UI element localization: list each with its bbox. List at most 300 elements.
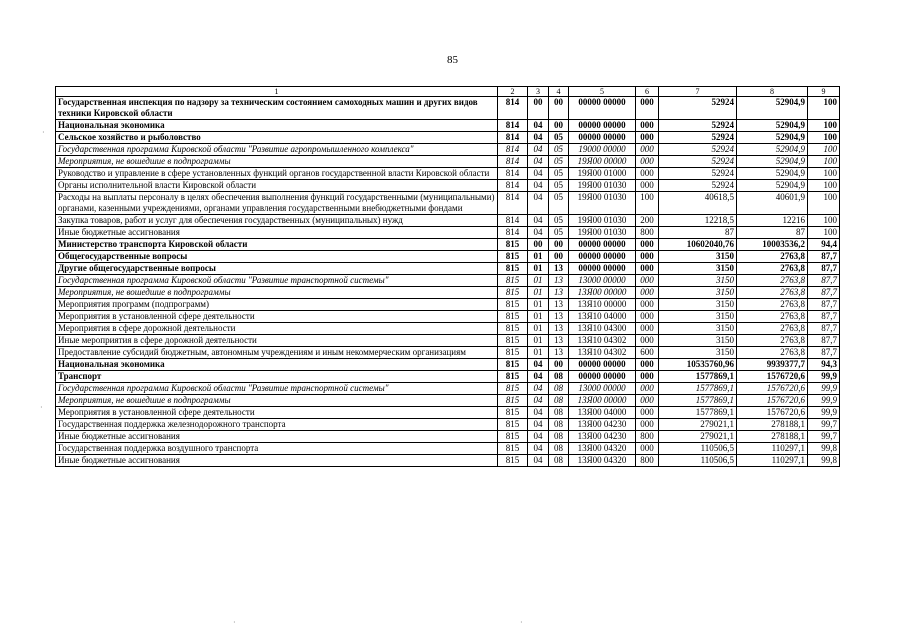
margin-mark: ·	[40, 403, 43, 412]
ministry-code: 815	[498, 335, 528, 347]
expense-type-code: 800	[636, 431, 659, 443]
row-name: Государственная инспекция по надзору за техническим состоянием самоходных машин и других видов техники Кировской области	[56, 97, 498, 120]
actual-amount: 278188,1	[737, 431, 808, 443]
expense-type-code: 200	[636, 215, 659, 227]
actual-amount: 52904,9	[737, 180, 808, 192]
subsection-code: 00	[549, 97, 569, 120]
table-row	[56, 251, 840, 263]
section-code: 04	[528, 443, 549, 455]
table-row	[56, 383, 840, 395]
subsection-code: 13	[549, 287, 569, 299]
header-cell: 9	[808, 87, 840, 97]
section-code: 04	[528, 192, 549, 215]
execution-percent: 99,8	[808, 455, 840, 467]
subsection-code: 05	[549, 215, 569, 227]
ministry-code: 814	[498, 215, 528, 227]
section-code: 01	[528, 311, 549, 323]
ministry-code: 814	[498, 180, 528, 192]
execution-percent: 94,3	[808, 359, 840, 371]
ministry-code: 815	[498, 407, 528, 419]
table-row	[56, 132, 840, 144]
planned-amount: 52924	[659, 168, 737, 180]
section-code: 01	[528, 299, 549, 311]
planned-amount: 52924	[659, 156, 737, 168]
header-cell: 4	[549, 87, 569, 97]
subsection-code: 00	[549, 251, 569, 263]
section-code: 04	[528, 180, 549, 192]
row-name: Национальная экономика	[56, 120, 498, 132]
row-name: Государственная поддержка железнодорожного транспорта	[56, 419, 498, 431]
table-row	[56, 156, 840, 168]
expense-type-code: 000	[636, 419, 659, 431]
target-article-code: 13Я00 04320	[569, 443, 636, 455]
planned-amount: 3150	[659, 263, 737, 275]
planned-amount: 3150	[659, 335, 737, 347]
actual-amount: 9939377,7	[737, 359, 808, 371]
expense-type-code: 000	[636, 359, 659, 371]
section-code: 04	[528, 132, 549, 144]
execution-percent: 99,7	[808, 419, 840, 431]
target-article-code: 13Я00 04320	[569, 455, 636, 467]
row-name: Иные мероприятия в сфере дорожной деятельности	[56, 335, 498, 347]
expense-type-code: 800	[636, 227, 659, 239]
actual-amount: 2763,8	[737, 263, 808, 275]
target-article-code: 19Я00 00000	[569, 156, 636, 168]
header-row	[56, 87, 840, 97]
table-row	[56, 120, 840, 132]
ministry-code: 815	[498, 323, 528, 335]
table-row	[56, 443, 840, 455]
section-code: 00	[528, 239, 549, 251]
section-code: 04	[528, 455, 549, 467]
planned-amount: 1577869,1	[659, 407, 737, 419]
execution-percent: 87,7	[808, 335, 840, 347]
actual-amount: 1576720,6	[737, 407, 808, 419]
header-cell: 7	[659, 87, 737, 97]
expense-type-code: 000	[636, 371, 659, 383]
row-name: Мероприятия в сфере дорожной деятельности	[56, 323, 498, 335]
margin-mark: ·	[42, 128, 45, 137]
planned-amount: 3150	[659, 311, 737, 323]
subsection-code: 13	[549, 323, 569, 335]
table-row	[56, 227, 840, 239]
table-row	[56, 407, 840, 419]
expense-type-code: 000	[636, 383, 659, 395]
target-article-code: 13Я10 04302	[569, 335, 636, 347]
section-code: 04	[528, 371, 549, 383]
ministry-code: 815	[498, 239, 528, 251]
execution-percent: 87,7	[808, 251, 840, 263]
execution-percent: 99,9	[808, 383, 840, 395]
target-article-code: 13Я00 04230	[569, 431, 636, 443]
subsection-code: 08	[549, 371, 569, 383]
target-article-code: 13Я10 00000	[569, 299, 636, 311]
target-article-code: 13Я00 04230	[569, 419, 636, 431]
planned-amount: 52924	[659, 132, 737, 144]
row-name: Государственная поддержка воздушного транспорта	[56, 443, 498, 455]
row-name: Транспорт	[56, 371, 498, 383]
expense-type-code: 000	[636, 299, 659, 311]
execution-percent: 100	[808, 97, 840, 120]
actual-amount: 2763,8	[737, 335, 808, 347]
planned-amount: 110506,5	[659, 443, 737, 455]
row-name: Государственная программа Кировской области "Развитие транспортной системы"	[56, 275, 498, 287]
target-article-code: 19Я00 01030	[569, 227, 636, 239]
subsection-code: 13	[549, 347, 569, 359]
expense-type-code: 000	[636, 97, 659, 120]
planned-amount: 279021,1	[659, 419, 737, 431]
page-number: 85	[447, 54, 458, 66]
table-row	[56, 347, 840, 359]
actual-amount: 2763,8	[737, 251, 808, 263]
section-code: 04	[528, 407, 549, 419]
planned-amount: 3150	[659, 251, 737, 263]
actual-amount: 278188,1	[737, 419, 808, 431]
ministry-code: 814	[498, 227, 528, 239]
subsection-code: 13	[549, 275, 569, 287]
planned-amount: 3150	[659, 275, 737, 287]
table-row	[56, 239, 840, 251]
subsection-code: 05	[549, 132, 569, 144]
row-name: Руководство и управление в сфере установленных функций органов государственной власти Кировской области	[56, 168, 498, 180]
subsection-code: 00	[549, 359, 569, 371]
ministry-code: 815	[498, 419, 528, 431]
table-row	[56, 215, 840, 227]
row-name: Другие общегосударственные вопросы	[56, 263, 498, 275]
section-code: 04	[528, 156, 549, 168]
table-row	[56, 192, 840, 215]
target-article-code: 13Я10 04300	[569, 323, 636, 335]
table-row	[56, 180, 840, 192]
table-row	[56, 431, 840, 443]
execution-percent: 87,7	[808, 347, 840, 359]
ministry-code: 814	[498, 144, 528, 156]
execution-percent: 99,9	[808, 371, 840, 383]
expense-type-code: 000	[636, 144, 659, 156]
margin-mark: ·	[520, 618, 523, 627]
section-code: 04	[528, 395, 549, 407]
planned-amount: 52924	[659, 97, 737, 120]
subsection-code: 00	[549, 239, 569, 251]
target-article-code: 13Я10 04302	[569, 347, 636, 359]
target-article-code: 00000 00000	[569, 371, 636, 383]
target-article-code: 13000 00000	[569, 275, 636, 287]
table-row	[56, 311, 840, 323]
expense-type-code: 600	[636, 347, 659, 359]
subsection-code: 08	[549, 455, 569, 467]
target-article-code: 00000 00000	[569, 359, 636, 371]
table-row	[56, 395, 840, 407]
actual-amount: 87	[737, 227, 808, 239]
ministry-code: 815	[498, 299, 528, 311]
planned-amount: 10602040,76	[659, 239, 737, 251]
table-row	[56, 263, 840, 275]
table-row	[56, 287, 840, 299]
section-code: 01	[528, 275, 549, 287]
execution-percent: 100	[808, 120, 840, 132]
row-name: Иные бюджетные ассигнования	[56, 227, 498, 239]
actual-amount: 110297,1	[737, 443, 808, 455]
planned-amount: 1577869,1	[659, 371, 737, 383]
planned-amount: 1577869,1	[659, 383, 737, 395]
expense-type-code: 000	[636, 263, 659, 275]
actual-amount: 1576720,6	[737, 383, 808, 395]
target-article-code: 00000 00000	[569, 239, 636, 251]
subsection-code: 05	[549, 168, 569, 180]
expense-type-code: 800	[636, 455, 659, 467]
ministry-code: 815	[498, 347, 528, 359]
expense-type-code: 000	[636, 239, 659, 251]
target-article-code: 13Я00 00000	[569, 395, 636, 407]
row-name: Органы исполнительной власти Кировской области	[56, 180, 498, 192]
expense-type-code: 000	[636, 168, 659, 180]
section-code: 04	[528, 168, 549, 180]
planned-amount: 52924	[659, 144, 737, 156]
ministry-code: 815	[498, 383, 528, 395]
subsection-code: 08	[549, 395, 569, 407]
row-name: Предоставление субсидий бюджетным, автономным учреждениям и иным некоммерческим организациям	[56, 347, 498, 359]
subsection-code: 08	[549, 419, 569, 431]
ministry-code: 815	[498, 431, 528, 443]
section-code: 01	[528, 323, 549, 335]
section-code: 04	[528, 383, 549, 395]
execution-percent: 99,7	[808, 431, 840, 443]
section-code: 04	[528, 120, 549, 132]
execution-percent: 94,4	[808, 239, 840, 251]
execution-percent: 87,7	[808, 287, 840, 299]
section-code: 00	[528, 97, 549, 120]
planned-amount: 52924	[659, 120, 737, 132]
actual-amount: 52904,9	[737, 144, 808, 156]
budget-table	[55, 86, 840, 467]
expense-type-code: 000	[636, 323, 659, 335]
header-cell: 5	[569, 87, 636, 97]
header-cell: 8	[737, 87, 808, 97]
ministry-code: 814	[498, 120, 528, 132]
actual-amount: 52904,9	[737, 168, 808, 180]
table-row	[56, 97, 840, 120]
actual-amount: 52904,9	[737, 132, 808, 144]
subsection-code: 05	[549, 144, 569, 156]
target-article-code: 13000 00000	[569, 383, 636, 395]
planned-amount: 12218,5	[659, 215, 737, 227]
ministry-code: 815	[498, 371, 528, 383]
execution-percent: 100	[808, 156, 840, 168]
row-name: Иные бюджетные ассигнования	[56, 455, 498, 467]
section-code: 04	[528, 227, 549, 239]
table-row	[56, 359, 840, 371]
planned-amount: 3150	[659, 323, 737, 335]
section-code: 01	[528, 287, 549, 299]
header-cell: 6	[636, 87, 659, 97]
margin-mark: ·	[233, 618, 236, 627]
actual-amount: 12216	[737, 215, 808, 227]
actual-amount: 2763,8	[737, 323, 808, 335]
planned-amount: 3150	[659, 347, 737, 359]
execution-percent: 100	[808, 215, 840, 227]
subsection-code: 00	[549, 120, 569, 132]
ministry-code: 815	[498, 275, 528, 287]
header-cell: 2	[498, 87, 528, 97]
expense-type-code: 000	[636, 335, 659, 347]
actual-amount: 52904,9	[737, 97, 808, 120]
expense-type-code: 100	[636, 192, 659, 215]
row-name: Национальная экономика	[56, 359, 498, 371]
actual-amount: 2763,8	[737, 299, 808, 311]
subsection-code: 05	[549, 156, 569, 168]
actual-amount: 1576720,6	[737, 371, 808, 383]
table-row	[56, 144, 840, 156]
table-row	[56, 371, 840, 383]
section-code: 04	[528, 144, 549, 156]
planned-amount: 3150	[659, 287, 737, 299]
row-name: Государственная программа Кировской области "Развитие транспортной системы"	[56, 383, 498, 395]
table-row	[56, 275, 840, 287]
header-cell: 1	[56, 87, 498, 97]
actual-amount: 52904,9	[737, 120, 808, 132]
subsection-code: 05	[549, 180, 569, 192]
subsection-code: 13	[549, 299, 569, 311]
section-code: 04	[528, 359, 549, 371]
execution-percent: 100	[808, 192, 840, 215]
ministry-code: 814	[498, 97, 528, 120]
ministry-code: 815	[498, 395, 528, 407]
target-article-code: 00000 00000	[569, 263, 636, 275]
expense-type-code: 000	[636, 120, 659, 132]
table-row	[56, 419, 840, 431]
section-code: 01	[528, 347, 549, 359]
execution-percent: 99,9	[808, 407, 840, 419]
row-name: Мероприятия в установленной сфере деятельности	[56, 311, 498, 323]
subsection-code: 05	[549, 227, 569, 239]
table-row	[56, 455, 840, 467]
ministry-code: 814	[498, 168, 528, 180]
ministry-code: 815	[498, 251, 528, 263]
execution-percent: 87,7	[808, 275, 840, 287]
row-name: Мероприятия, не вошедшие в подпрограммы	[56, 287, 498, 299]
subsection-code: 13	[549, 335, 569, 347]
ministry-code: 814	[498, 156, 528, 168]
expense-type-code: 000	[636, 287, 659, 299]
table-row	[56, 299, 840, 311]
subsection-code: 13	[549, 311, 569, 323]
section-code: 01	[528, 263, 549, 275]
actual-amount: 1576720,6	[737, 395, 808, 407]
subsection-code: 13	[549, 263, 569, 275]
row-name: Закупка товаров, работ и услуг для обеспечения государственных (муниципальных) нужд	[56, 215, 498, 227]
subsection-code: 05	[549, 192, 569, 215]
execution-percent: 100	[808, 168, 840, 180]
subsection-code: 08	[549, 431, 569, 443]
section-code: 04	[528, 419, 549, 431]
header-cell: 3	[528, 87, 549, 97]
execution-percent: 87,7	[808, 263, 840, 275]
ministry-code: 814	[498, 192, 528, 215]
section-code: 04	[528, 215, 549, 227]
actual-amount: 2763,8	[737, 311, 808, 323]
actual-amount: 2763,8	[737, 347, 808, 359]
target-article-code: 00000 00000	[569, 120, 636, 132]
section-code: 01	[528, 335, 549, 347]
target-article-code: 19Я00 01030	[569, 215, 636, 227]
target-article-code: 13Я00 04000	[569, 407, 636, 419]
section-code: 01	[528, 251, 549, 263]
expense-type-code: 000	[636, 443, 659, 455]
execution-percent: 87,7	[808, 311, 840, 323]
subsection-code: 08	[549, 383, 569, 395]
actual-amount: 2763,8	[737, 275, 808, 287]
row-name: Общегосударственные вопросы	[56, 251, 498, 263]
expense-type-code: 000	[636, 156, 659, 168]
actual-amount: 40601,9	[737, 192, 808, 215]
planned-amount: 110506,5	[659, 455, 737, 467]
execution-percent: 99,8	[808, 443, 840, 455]
row-name: Мероприятия, не вошедшие в подпрограммы	[56, 156, 498, 168]
execution-percent: 100	[808, 132, 840, 144]
expense-type-code: 000	[636, 132, 659, 144]
row-name: Сельское хозяйство и рыболовство	[56, 132, 498, 144]
table-row	[56, 323, 840, 335]
ministry-code: 815	[498, 287, 528, 299]
expense-type-code: 000	[636, 275, 659, 287]
target-article-code: 13Я00 00000	[569, 287, 636, 299]
row-name: Государственная программа Кировской области "Развитие агропромышленного комплекса"	[56, 144, 498, 156]
row-name: Мероприятия в установленной сфере деятельности	[56, 407, 498, 419]
target-article-code: 19Я00 01030	[569, 180, 636, 192]
execution-percent: 87,7	[808, 323, 840, 335]
target-article-code: 13Я10 04000	[569, 311, 636, 323]
table-row	[56, 168, 840, 180]
execution-percent: 100	[808, 180, 840, 192]
row-name: Министерство транспорта Кировской области	[56, 239, 498, 251]
execution-percent: 87,7	[808, 299, 840, 311]
actual-amount: 52904,9	[737, 156, 808, 168]
actual-amount: 2763,8	[737, 287, 808, 299]
expense-type-code: 000	[636, 251, 659, 263]
row-name: Мероприятия программ (подпрограмм)	[56, 299, 498, 311]
planned-amount: 87	[659, 227, 737, 239]
actual-amount: 10003536,2	[737, 239, 808, 251]
actual-amount: 110297,1	[737, 455, 808, 467]
row-name: Расходы на выплаты персоналу в целях обеспечения выполнения функций государственными (муниципальными) органами, казенными учреждениями, органами управления государственными внебюджетными фондами	[56, 192, 498, 215]
target-article-code: 19000 00000	[569, 144, 636, 156]
ministry-code: 814	[498, 132, 528, 144]
target-article-code: 00000 00000	[569, 251, 636, 263]
ministry-code: 815	[498, 455, 528, 467]
row-name: Мероприятия, не вошедшие в подпрограммы	[56, 395, 498, 407]
execution-percent: 100	[808, 227, 840, 239]
execution-percent: 100	[808, 144, 840, 156]
planned-amount: 52924	[659, 180, 737, 192]
ministry-code: 815	[498, 311, 528, 323]
table-row	[56, 335, 840, 347]
ministry-code: 815	[498, 443, 528, 455]
ministry-code: 815	[498, 263, 528, 275]
section-code: 04	[528, 431, 549, 443]
planned-amount: 279021,1	[659, 431, 737, 443]
execution-percent: 99,9	[808, 395, 840, 407]
planned-amount: 1577869,1	[659, 395, 737, 407]
target-article-code: 19Я00 01030	[569, 192, 636, 215]
planned-amount: 3150	[659, 299, 737, 311]
subsection-code: 08	[549, 443, 569, 455]
ministry-code: 815	[498, 359, 528, 371]
row-name: Иные бюджетные ассигнования	[56, 431, 498, 443]
target-article-code: 00000 00000	[569, 132, 636, 144]
expense-type-code: 000	[636, 407, 659, 419]
expense-type-code: 000	[636, 180, 659, 192]
planned-amount: 40618,5	[659, 192, 737, 215]
